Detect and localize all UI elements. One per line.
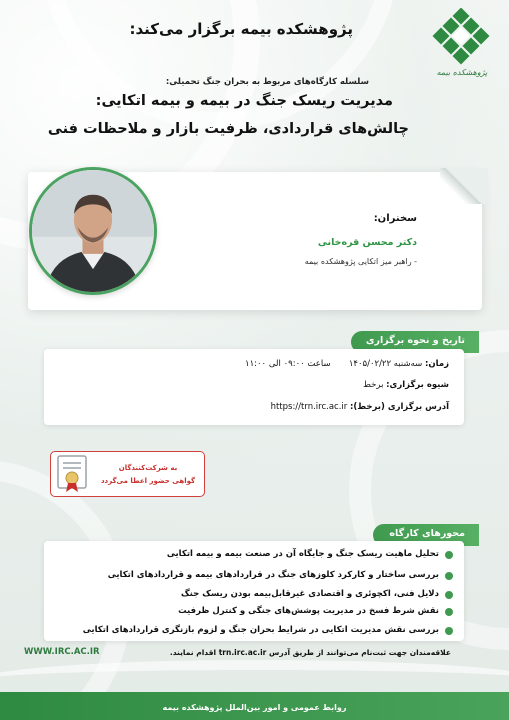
time-value: ساعت ۰۹:۰۰ الی ۱۱:۰۰	[245, 359, 331, 369]
series-subtitle: سلسله کارگاه‌های مربوط به بحران جنگ تحمیلی:	[165, 77, 369, 87]
speaker-role: - راهبر میز اتکایی پژوهشکده بیمه	[304, 257, 417, 266]
bullet-icon	[445, 572, 453, 580]
logo-caption: پژوهشکده بیمه	[436, 68, 488, 77]
certificate-line1: به شرکت‌کنندگان	[118, 464, 178, 472]
bullet-icon	[445, 608, 453, 616]
topic-item	[167, 549, 439, 559]
topic-text: نقش شرط فسخ در مدیریت پوشش‌های جنگی و کنترل ظرفیت	[178, 606, 439, 616]
speaker-photo	[29, 167, 157, 295]
address-label: آدرس برگزاری (برخط):	[350, 402, 449, 412]
mode-row	[363, 380, 449, 390]
topic-text: تحلیل ماهیت ریسک جنگ و جایگاه آن در صنعت بیمه و بیمه اتکایی	[166, 549, 439, 559]
announce-heading: پژوهشکده بیمه برگزار می‌کند:	[129, 20, 353, 38]
topic-text: دلایل فنی، اکچوئری و اقتصادی غیرقابل‌بیمه بودن ریسک جنگ	[180, 589, 439, 599]
speaker-portrait-icon	[32, 170, 154, 292]
page-curl	[440, 168, 488, 204]
speaker-name: دکتر محسن قره‌خانی	[317, 237, 417, 248]
topic-item	[178, 606, 439, 616]
address-link[interactable]: https://trn.irc.ac.ir	[270, 402, 348, 412]
date-label: زمان:	[424, 359, 449, 369]
address-row	[271, 402, 449, 412]
topic-item	[83, 625, 439, 635]
schedule-badge: تاریخ و نحوه برگزاری	[351, 331, 479, 353]
date-row	[349, 359, 449, 369]
date-value: سه‌شنبه ۱۴۰۵/۰۲/۲۲	[348, 359, 423, 369]
mode-value: برخط	[363, 380, 384, 390]
topic-item	[108, 570, 439, 580]
bullet-icon	[445, 551, 453, 559]
bullet-icon	[445, 627, 453, 635]
registration-note: علاقه‌مندان جهت ثبت‌نام می‌توانند از طریق آدرس trn.irc.ac.ir اقدام نمایند.	[169, 648, 451, 657]
topic-item	[181, 589, 439, 599]
mode-label: شیوه برگزاری:	[386, 380, 449, 390]
speaker-label: سخنران:	[373, 213, 417, 224]
certificate-line2: گواهی حضور اعطا می‌گردد	[100, 477, 196, 485]
footer-text: روابط عمومی و امور بین‌الملل پژوهشکده بیمه	[162, 703, 347, 712]
topics-badge: محورهای کارگاه	[373, 524, 479, 546]
bullet-icon	[445, 591, 453, 599]
certificate-icon	[56, 455, 88, 493]
topic-text: بررسی نقش مدیریت اتکایی در شرایط بحران جنگ و لزوم بازنگری قراردادهای اتکایی	[82, 625, 439, 635]
workshop-title-line2: چالش‌های قراردادی، ظرفیت بازار و ملاحظات فنی	[47, 121, 409, 137]
website-link[interactable]: WWW.IRC.AC.IR	[24, 647, 100, 657]
topic-text: بررسی ساختار و کارکرد کلوزهای جنگ در قراردادهای بیمه و قراردادهای اتکایی	[107, 570, 439, 580]
workshop-title-line1: مدیریت ریسک جنگ در بیمه و بیمه اتکایی:	[95, 93, 393, 109]
